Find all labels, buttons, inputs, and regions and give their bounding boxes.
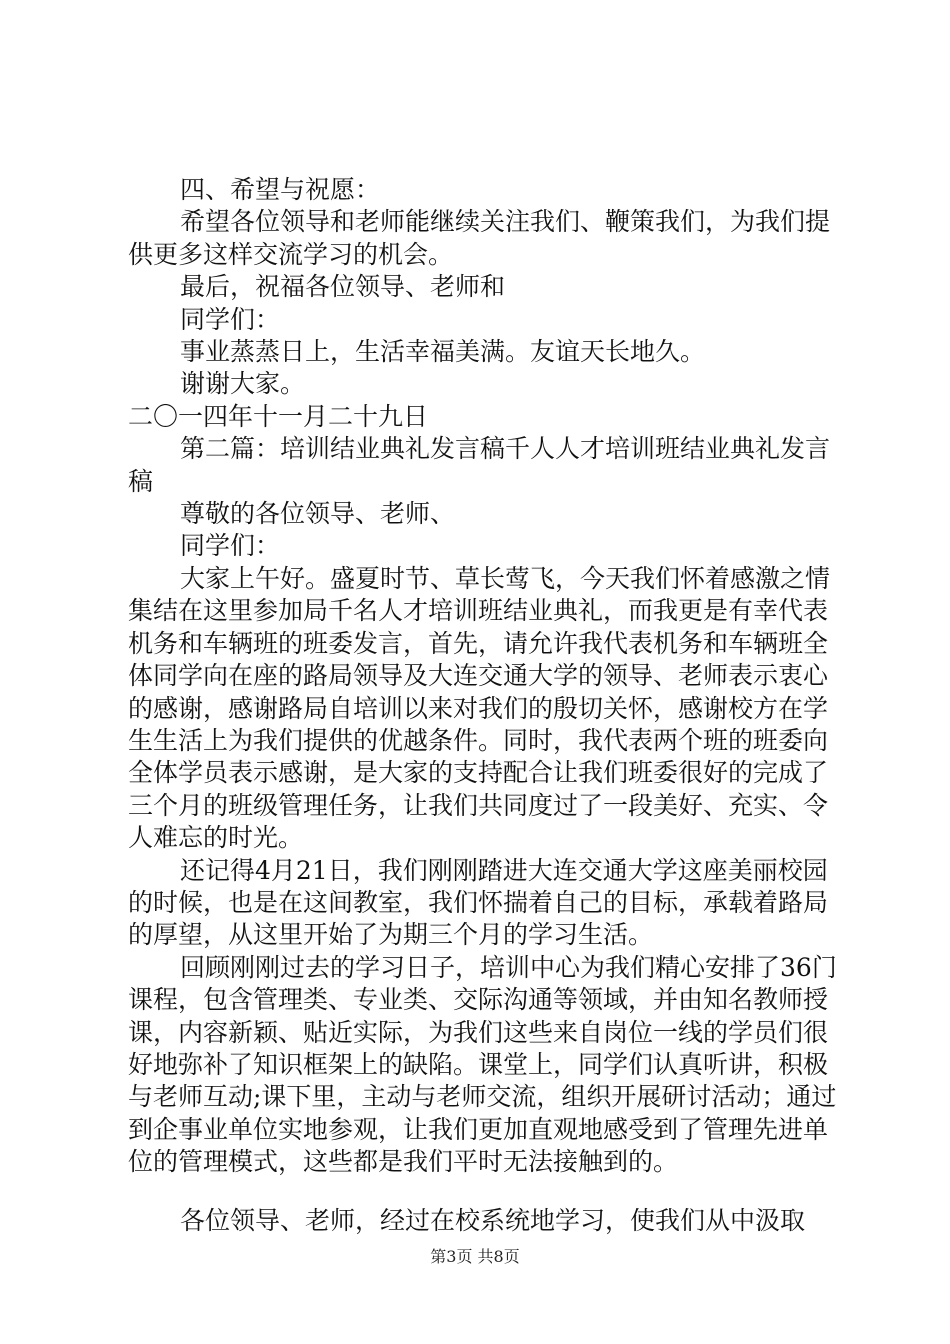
paragraph-classmates: 同学们：: [180, 304, 281, 334]
paragraph-blessing: 最后，祝福各位领导、老师和: [180, 272, 506, 302]
salutation-classmates: 同学们：: [180, 531, 281, 561]
paragraph-thanks: 谢谢大家。: [180, 369, 306, 399]
paragraph-opening: 大家上午好。盛夏时节、草长莺飞，今天我们怀着感激之情集结在这里参加局千名人才培训班结业典礼，而我更是有幸代表机务和车辆班的班委发言，首先，请允许我代表机务和车辆班全体同学向在座的路局领导及大连交通大学的领导、老师表示衷心的感谢，感谢路局自培训以来对我们的殷切关怀，感谢校方在学生生活上为我们提供的优越条件。同时，我代表两个班的班委向全体学员表示感谢，是大家的支持配合让我们班委很好的完成了三个月的班级管理任务，让我们共同度过了一段美好、充实、令人难忘的时光。: [128, 563, 831, 853]
paragraph-hope: 希望各位领导和老师能继续关注我们、鞭策我们，为我们提供更多这样交流学习的机会。: [128, 207, 831, 269]
section-title-second: 第二篇：培训结业典礼发言稿千人人才培训班结业典礼发言稿: [128, 434, 831, 496]
paragraph-wishes: 事业蒸蒸日上，生活幸福美满。友谊天长地久。: [180, 337, 706, 367]
paragraph-review: 回顾刚刚过去的学习日子，培训中心为我们精心安排了36门课程，包含管理类、专业类、交际沟通等领域，并由知名教师授课，内容新颖、贴近实际，为我们这些来自岗位一线的学员们很好地弥补了知识框架上的缺陷。课堂上，同学们认真听讲，积极与老师互动;课下里，主动与老师交流，组织开展研讨活动；通过到企事业单位实地参观，让我们更加直观地感受到了管理先进单位的管理模式，这些都是我们平时无法接触到的。: [128, 952, 837, 1177]
paragraph-leaders: 各位领导、老师，经过在校系统地学习，使我们从中汲取: [180, 1205, 806, 1235]
date-line: 二〇一四年十一月二十九日: [128, 401, 429, 431]
section-heading-hopes: 四、希望与祝愿：: [180, 175, 381, 204]
document-body: [128, 174, 838, 1237]
paragraph-memory: 还记得4月21日，我们刚刚踏进大连交通大学这座美丽校园的时候，也是在这间教室，我们怀揣着自己的目标，承载着路局的厚望，从这里开始了为期三个月的学习生活。: [128, 855, 829, 950]
salutation: 尊敬的各位领导、老师、: [180, 499, 456, 529]
page-footer: 第3页 共8页: [430, 1247, 520, 1266]
